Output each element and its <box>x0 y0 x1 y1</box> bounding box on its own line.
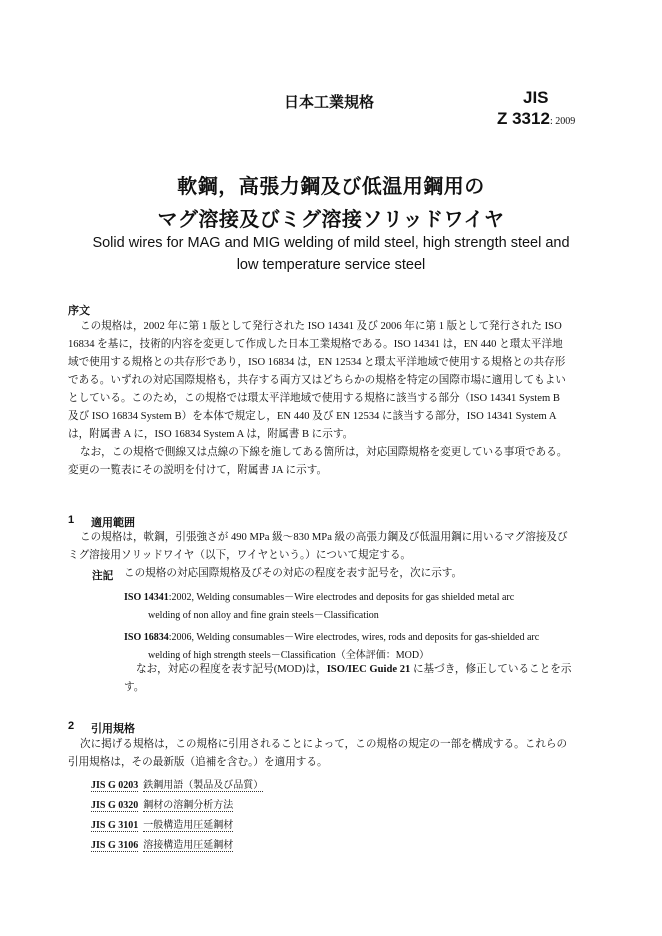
iso-ref-line2: welding of non alloy and fine grain steels－Classification <box>148 610 379 621</box>
section1-line: この規格は，軟鋼，引張強さが 490 MPa 級～830 MPa 級の高張力鋼及び低温用鋼に用いるマグ溶接及び <box>80 532 568 543</box>
title-jp-line2: マグ溶接及びミグ溶接ソリッドワイヤ <box>157 209 505 231</box>
guide-ref: ISO/IEC Guide 21 <box>326 664 411 675</box>
jis-label: JIS <box>523 88 549 107</box>
preface-note-line: 変更の一覧表にその説明を付けて，附属書 JA に示す。 <box>68 465 328 476</box>
preface-line: 域で使用する規格との共存形であり，ISO 16834 は，EN 12534 と環太平洋地域で使用する規格との共存形 <box>68 357 566 368</box>
iso-ref-line <box>124 628 539 643</box>
jis-ref-title: 一般構造用圧延鋼材 <box>143 820 234 831</box>
standard-number <box>497 109 575 129</box>
preface-line: 及び ISO 16834 System B）を本体で規定し，EN 440 及び EN 12534 に該当する部分，ISO 14341 System A <box>68 411 557 422</box>
mod-note-line1 <box>136 661 571 679</box>
mod-note-text: に基づき，修正していることを示 <box>410 664 572 675</box>
iso-ref-desc: :2006, Welding consumables－Wire electrodes, wires, rods and deposits for gas-shielded arc <box>168 632 540 643</box>
mod-note-text: なお，対応の程度を表す記号(MOD)は， <box>136 664 327 675</box>
jis-ref-code: JIS G 0203 <box>91 780 139 791</box>
jis-ref-code: JIS G 0320 <box>91 800 139 811</box>
jis-ref-code: JIS G 3101 <box>91 820 139 831</box>
jis-ref-title: 鉄鋼用語（製品及び品質） <box>143 780 264 791</box>
preface-line: この規格は，2002 年に第 1 版として発行された ISO 14341 及び 2006 年に第 1 版として発行された ISO <box>80 321 562 332</box>
jis-ref-item <box>91 816 233 831</box>
section1-line: ミグ溶接用ソリッドワイヤ（以下，ワイヤという。）について規定する。 <box>68 550 412 561</box>
title-en-line1: Solid wires for MAG and MIG welding of mild steel, high strength steel and <box>92 235 570 251</box>
jis-ref-title: 鋼材の溶鋼分析方法 <box>143 800 234 811</box>
jis-ref-item <box>91 796 233 811</box>
title-en-line2: low temperature service steel <box>236 257 426 273</box>
preface-note-line: なお，この規格で側線又は点線の下線を施してある箇所は，対応国際規格を変更している事項である。 <box>80 447 568 458</box>
preface-line: としている。このため，この規格では環太平洋地域で使用する規格に該当する部分（ISO 14341 System B <box>68 393 560 404</box>
section1-heading: 適用範囲 <box>91 517 135 529</box>
iso-ref-line <box>124 588 514 603</box>
preface-heading: 序文 <box>68 305 90 317</box>
note-text: この規格の対応国際規格及びその対応の程度を表す記号を，次に示す。 <box>124 568 463 579</box>
preface-line: である。いずれの対応国際規格も，共存する両方又はどちらかの規格を特定の国際市場に適用してもよい <box>68 375 566 386</box>
title-jp-line1: 軟鋼，高張力鋼及び低温用鋼用の <box>177 176 485 198</box>
jis-ref-code: JIS G 3106 <box>91 840 139 851</box>
section2-number: 2 <box>68 720 75 732</box>
jis-ref-item <box>91 776 263 791</box>
standard-code: Z 3312 <box>497 109 550 128</box>
mod-note-line2: す。 <box>124 682 145 693</box>
iso-ref-line2: welding of high strength steels－Classification（全体評価：MOD） <box>148 650 430 661</box>
section2-line: 引用規格は，その最新版（追補を含む。）を適用する。 <box>68 757 328 768</box>
preface-line: は，附属書 A に，ISO 16834 System A は，附属書 B に示す。 <box>68 429 354 440</box>
iso-ref-desc: :2002, Welding consumables－Wire electrodes and deposits for gas shielded metal arc <box>168 592 515 603</box>
section1-number: 1 <box>68 514 75 526</box>
iso-ref-id: ISO 16834 <box>124 632 169 643</box>
standard-name: 日本工業規格 <box>284 94 375 111</box>
section2-heading: 引用規格 <box>91 723 135 735</box>
iso-ref-id: ISO 14341 <box>124 592 169 603</box>
section2-line: 次に掲げる規格は，この規格に引用されることによって，この規格の規定の一部を構成する。これらの <box>80 739 568 750</box>
note-label: 注記 <box>92 570 114 582</box>
standard-year: : 2009 <box>549 116 576 127</box>
jis-ref-item <box>91 836 233 851</box>
preface-line: 16834 を基に，技術的内容を変更して作成した日本工業規格である。ISO 14341 は，EN 440 と環太平洋地 <box>68 339 563 350</box>
jis-ref-title: 溶接構造用圧延鋼材 <box>143 840 234 851</box>
